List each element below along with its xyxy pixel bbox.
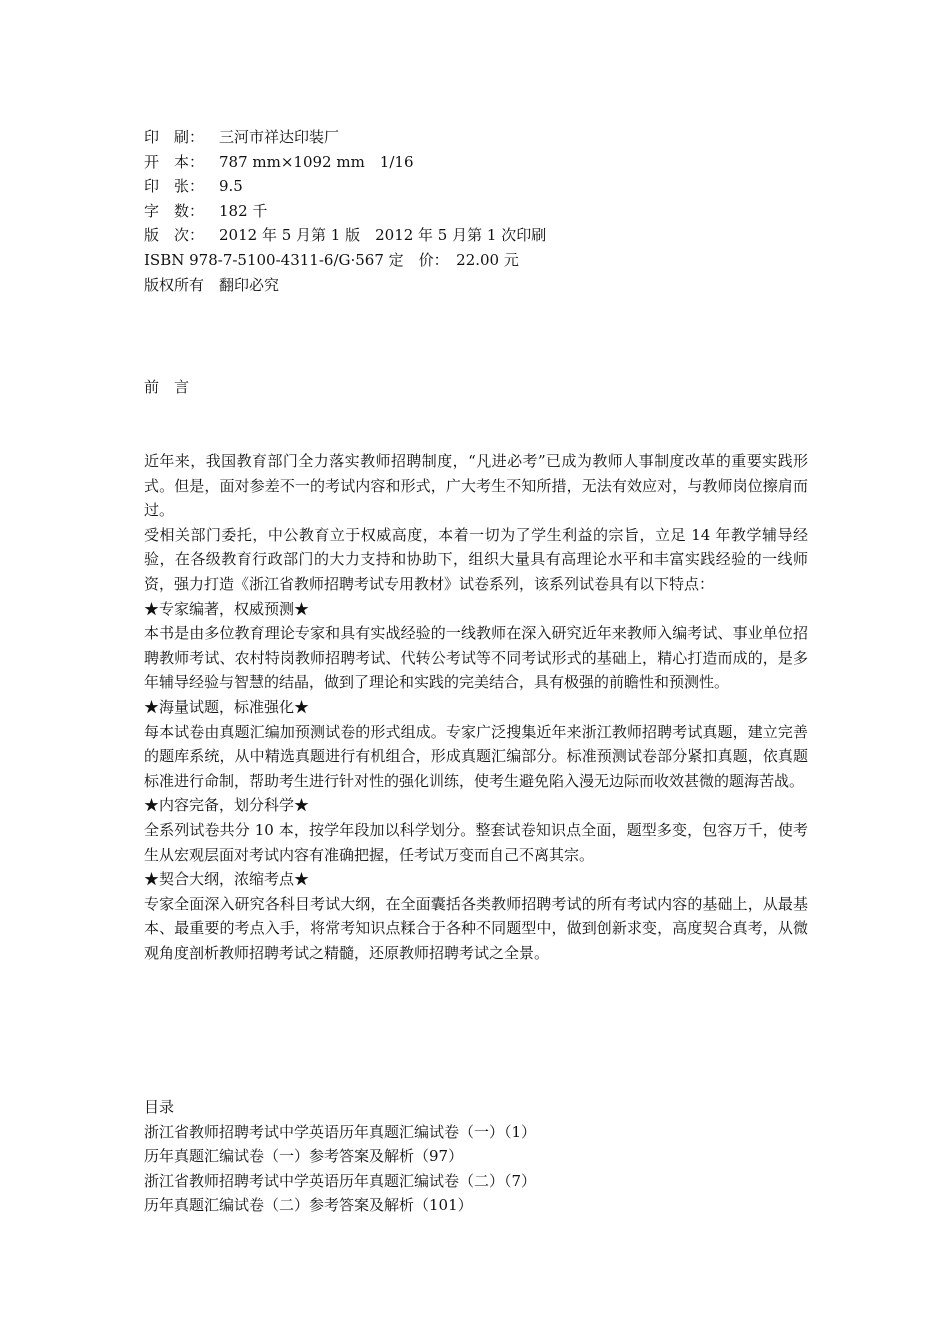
imprint-label: 开 本：: [144, 152, 205, 171]
feature-heading: ★内容完备，划分科学★: [144, 796, 310, 815]
imprint-value: 787 mm×1092 mm 1/16: [219, 152, 414, 171]
imprint-row-format: [144, 150, 808, 175]
isbn-price: ISBN 978-7-5100-4311-6/G·567 定 价： 22.00 元: [144, 250, 519, 269]
imprint-label: 印 刷：: [144, 128, 205, 146]
preface-title: 前 言: [144, 378, 190, 396]
imprint-label: 版 次：: [144, 226, 205, 245]
preface-paragraph: 专家全面深入研究各科目考试大纲，在全面囊括各类教师招聘考试的所有考试内容的基础上，从最基本、最重要的考点入手，将常考知识点糅合于各种不同题型中，做到创新求变，高度契合真考，从微观角度剖析教师招聘考试之精髓，还原教师招聘考试之全景。: [144, 894, 808, 962]
feature-heading: ★契合大纲，浓缩考点★: [144, 870, 310, 889]
preface-body: [144, 449, 808, 965]
preface-paragraph: 本书是由多位教育理论专家和具有实战经验的一线教师在深入研究近年来教师入编考试、事业单位招聘教师考试、农村特岗教师招聘考试、代转公考试等不同考试形式的基础上，精心打造而成的，是多年辅导经验与智慧的结晶，做到了理论和实践的完美结合，具有极强的前瞻性和预测性。: [144, 624, 808, 692]
preface-paragraph: 每本试卷由真题汇编加预测试卷的形式组成。专家广泛搜集近年来浙江教师招聘考试真题，建立完善的题库系统，从中精选真题进行有机组合，形成真题汇编部分。标准预测试卷部分紧扣真题，依真题标准进行命制，帮助考生进行针对性的强化训练，使考生避免陷入漫无边际而收效甚微的题海苦战。: [144, 722, 808, 790]
imprint-value: 2012 年 5 月第 1 版 2012 年 5 月第 1 次印刷: [219, 226, 547, 245]
preface-paragraph: 全系列试卷共分 10 本，按学年段加以科学划分。整套试卷知识点全面，题型多变，包容万千，使考生从宏观层面对考试内容有准确把握，任考试万变而自己不离其宗。: [144, 820, 808, 864]
imprint-value: 9.5: [219, 177, 243, 196]
imprint-row-edition: [144, 223, 808, 248]
imprint-value: 182 千: [219, 201, 268, 220]
imprint-row-printer: [144, 125, 808, 150]
imprint-label: 字 数：: [144, 201, 205, 220]
toc-entry: 浙江省教师招聘考试中学英语历年真题汇编试卷（一）（1）: [144, 1122, 537, 1141]
table-of-contents: [144, 1095, 808, 1218]
toc-entry: 历年真题汇编试卷（一）参考答案及解析（97）: [144, 1147, 464, 1166]
preface-paragraph: 近年来，我国教育部门全力落实教师招聘制度，“凡进必考”已成为教师人事制度改革的重要实践形式。但是，面对参差不一的考试内容和形式，广大考生不知所措，无法有效应对，与教师岗位擦肩而过。: [144, 452, 808, 520]
toc-title: 目录: [144, 1098, 175, 1116]
toc-entry: 浙江省教师招聘考试中学英语历年真题汇编试卷（二）（7）: [144, 1171, 537, 1190]
preface-paragraph: 受相关部门委托，中公教育立于权威高度，本着一切为了学生利益的宗旨，立足 14 年教学辅导经验，在各级教育行政部门的大力支持和协助下，组织大量具有高理论水平和丰富实践经验的一线师资，强力打造《浙江省教师招聘考试专用教材》试卷系列，该系列试卷具有以下特点：: [144, 525, 808, 593]
imprint-row-sheets: [144, 174, 808, 199]
feature-heading: ★专家编著，权威预测★: [144, 599, 310, 618]
toc-entry: 历年真题汇编试卷（二）参考答案及解析（101）: [144, 1196, 473, 1215]
imprint-label: 印 张：: [144, 177, 205, 196]
copyright-notice: 版权所有 翻印必究: [144, 275, 280, 294]
feature-heading: ★海量试题，标准强化★: [144, 697, 310, 716]
imprint-value: 三河市祥达印装厂: [219, 128, 340, 146]
imprint-section: [144, 125, 808, 297]
imprint-row-wordcount: [144, 199, 808, 224]
